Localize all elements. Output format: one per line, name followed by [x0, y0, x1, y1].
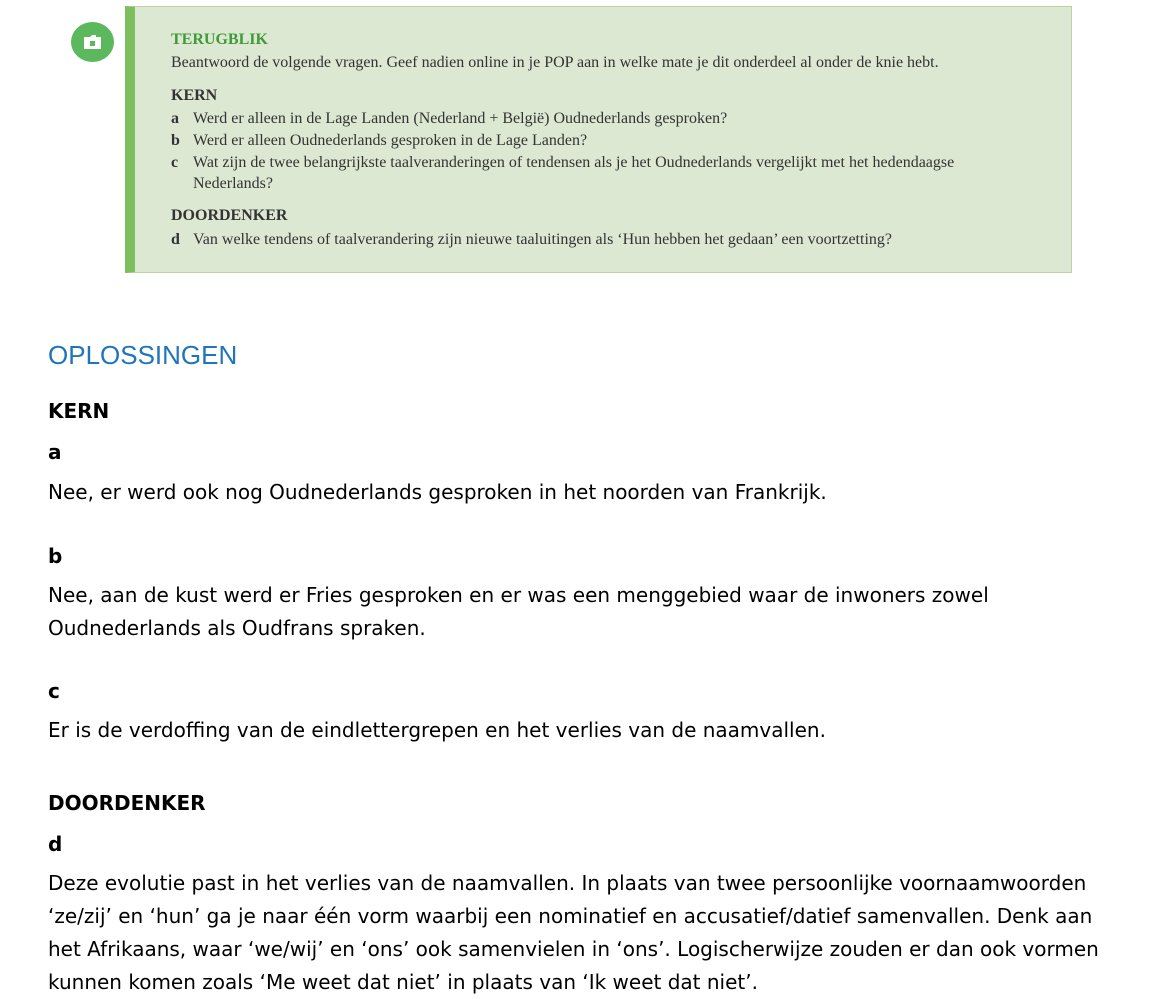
- review-doordenker-heading: DOORDENKER: [171, 207, 288, 224]
- answer-d-label: d: [48, 832, 63, 856]
- review-question-c: [171, 152, 1033, 194]
- review-question-a: [171, 108, 1033, 129]
- answer-b-label: b: [48, 544, 63, 568]
- question-text: Werd er alleen Oudnederlands gesproken in de Lage Landen?: [193, 132, 588, 149]
- question-letter: b: [171, 132, 180, 149]
- question-letter: c: [171, 154, 179, 171]
- review-folder-icon: [71, 22, 114, 62]
- answer-c-text: Er is de verdoffing van de eindlettergrepen en het verlies van de naamvallen.: [48, 718, 826, 742]
- question-text: Van welke tendens of taalverandering zijn nieuwe taaluitingen als ‘Hun hebben het gedaan’ een voortzetting?: [193, 231, 892, 248]
- question-text: Wat zijn de twee belangrijkste taalveranderingen of tendensen als je het Oudnederlands vergelijkt met het hedendaagse Nederlands?: [193, 154, 955, 192]
- question-letter: d: [171, 231, 180, 248]
- answer-d-text: Deze evolutie past in het verlies van de naamvallen. In plaats van twee persoonlijke voornaamwoorden ‘ze/zij’ en ‘hun’ ga je naar één vorm waarbij een nominatief en accusatief/datief samenvallen. Denk aan het Afrikaans, waar ‘we/wij’ en ‘ons’ ook samenvielen in ‘ons’. Logischerwijze zouden er dan ook vormen kunnen komen zoals ‘Me weet dat niet’ in plaats van ‘Ik weet dat niet’.: [48, 871, 1099, 994]
- review-box: [125, 6, 1072, 273]
- review-question-b: [171, 130, 1033, 151]
- answer-a-text: Nee, er werd ook nog Oudnederlands gesproken in het noorden van Frankrijk.: [48, 480, 827, 504]
- review-intro: Beantwoord de volgende vragen. Geef nadien online in je POP aan in welke mate je dit onderdeel al onder de knie hebt.: [171, 54, 939, 71]
- answer-a-label: a: [48, 440, 62, 464]
- question-letter: a: [171, 110, 179, 127]
- review-question-d: [171, 229, 1033, 250]
- answer-c-label: c: [48, 679, 60, 703]
- review-kern-heading: KERN: [171, 87, 218, 104]
- answer-b-text: Nee, aan de kust werd er Fries gesproken en er was een menggebied waar de inwoners zowel Oudnederlands als Oudfrans spraken.: [48, 583, 989, 640]
- question-text: Werd er alleen in de Lage Landen (Nederland + België) Oudnederlands gesproken?: [193, 110, 728, 127]
- solutions-title: OPLOSSINGEN: [48, 340, 238, 370]
- solutions-doordenker-heading: DOORDENKER: [48, 791, 206, 815]
- solutions-kern-heading: KERN: [48, 399, 110, 423]
- review-title: TERUGBLIK: [171, 31, 268, 48]
